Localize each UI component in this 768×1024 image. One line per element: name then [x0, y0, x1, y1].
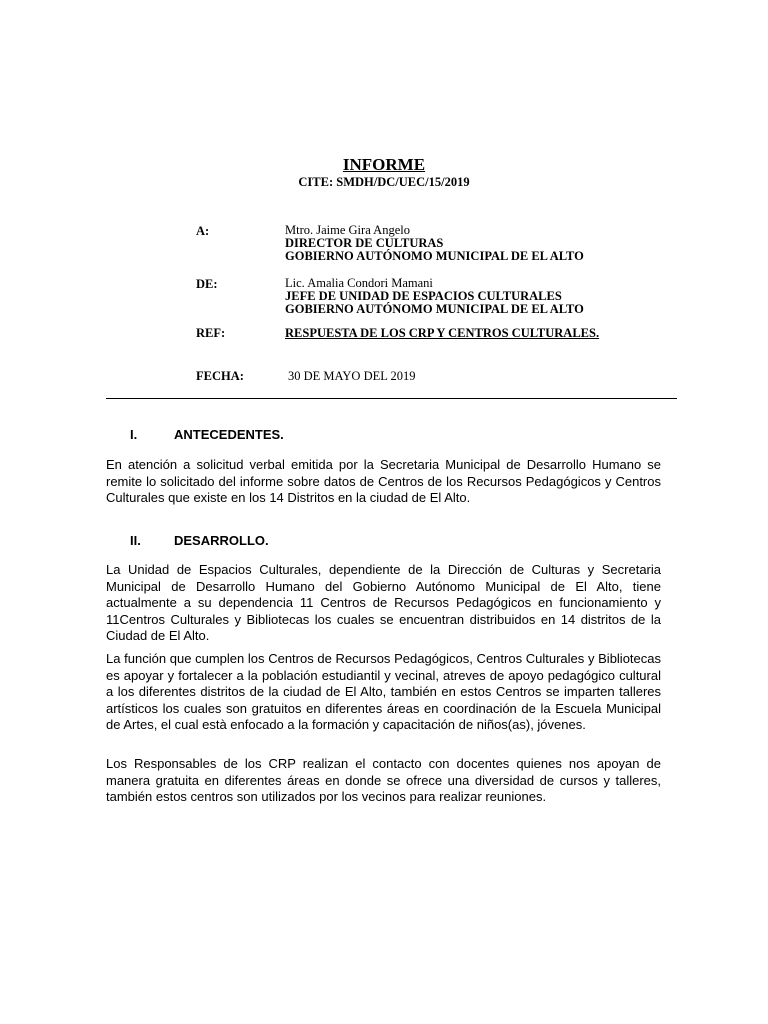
- date-label: FECHA:: [196, 369, 244, 383]
- section-number: I.: [130, 427, 138, 442]
- to-name: Mtro. Jaime Gira Angelo: [285, 223, 410, 237]
- section-title: DESARROLLO.: [174, 533, 269, 548]
- from-block: [285, 277, 584, 316]
- paragraph: La función que cumplen los Centros de Recursos Pedagógicos, Centros Culturales y Bibliotecas es apoyar y fortalecer a la población estudiantil y vecinal, atreves de apoyo pedagógico cultural a los diferentes distritos de la ciudad de El Alto, también en estos Centros se imparten talleres artísticos los cuales son gratuitos en diferentes áreas en coordinación de la Escuela Municipal de Artes, el cual està enfocado a la formación y capacitación de niños(as), jóvenes.: [106, 651, 661, 732]
- to-label: A:: [196, 224, 210, 238]
- to-block: [285, 224, 584, 263]
- from-label: DE:: [196, 277, 218, 291]
- paragraph: La Unidad de Espacios Culturales, dependiente de la Dirección de Culturas y Secretaria Municipal de Desarrollo Humano del Gobierno Autónomo Municipal de El Alto, tiene actualmente a su dependencia 11 Centros de Recursos Pedagógicos en funcionamiento y 11Centros Culturales y Bibliotecas los cuales se encuentran distribuidos en 14 distritos de la Ciudad de El Alto.: [106, 562, 661, 643]
- document-cite: CITE: SMDH/DC/UEC/15/2019: [298, 175, 470, 189]
- ref-text: RESPUESTA DE LOS CRP Y CENTROS CULTURALES.: [285, 326, 600, 340]
- from-title: JEFE DE UNIDAD DE ESPACIOS CULTURALES: [285, 289, 562, 303]
- paragraph: En atención a solicitud verbal emitida por la Secretaria Municipal de Desarrollo Humano se remite lo solicitado del informe sobre datos de Centros de los Recursos Pedagógicos y Centros Culturales que existe en los 14 Distritos en la ciudad de El Alto.: [106, 457, 661, 505]
- section-title: ANTECEDENTES.: [174, 427, 284, 442]
- document-title: INFORME: [342, 155, 426, 174]
- date-text: 30 DE MAYO DEL 2019: [288, 369, 416, 383]
- section-number: II.: [130, 533, 141, 548]
- from-organization: GOBIERNO AUTÓNOMO MUNICIPAL DE EL ALTO: [285, 302, 584, 316]
- to-organization: GOBIERNO AUTÓNOMO MUNICIPAL DE EL ALTO: [285, 249, 584, 263]
- to-title: DIRECTOR DE CULTURAS: [285, 236, 444, 250]
- paragraph: Los Responsables de los CRP realizan el contacto con docentes quienes nos apoyan de manera gratuita en diferentes áreas en donde se ofrece una diversidad de cursos y talleres, también estos centros son utilizados por los vecinos para realizar reuniones.: [106, 756, 661, 804]
- from-name: Lic. Amalia Condori Mamani: [285, 276, 433, 290]
- header-divider: [106, 398, 677, 399]
- ref-label: REF:: [196, 326, 226, 340]
